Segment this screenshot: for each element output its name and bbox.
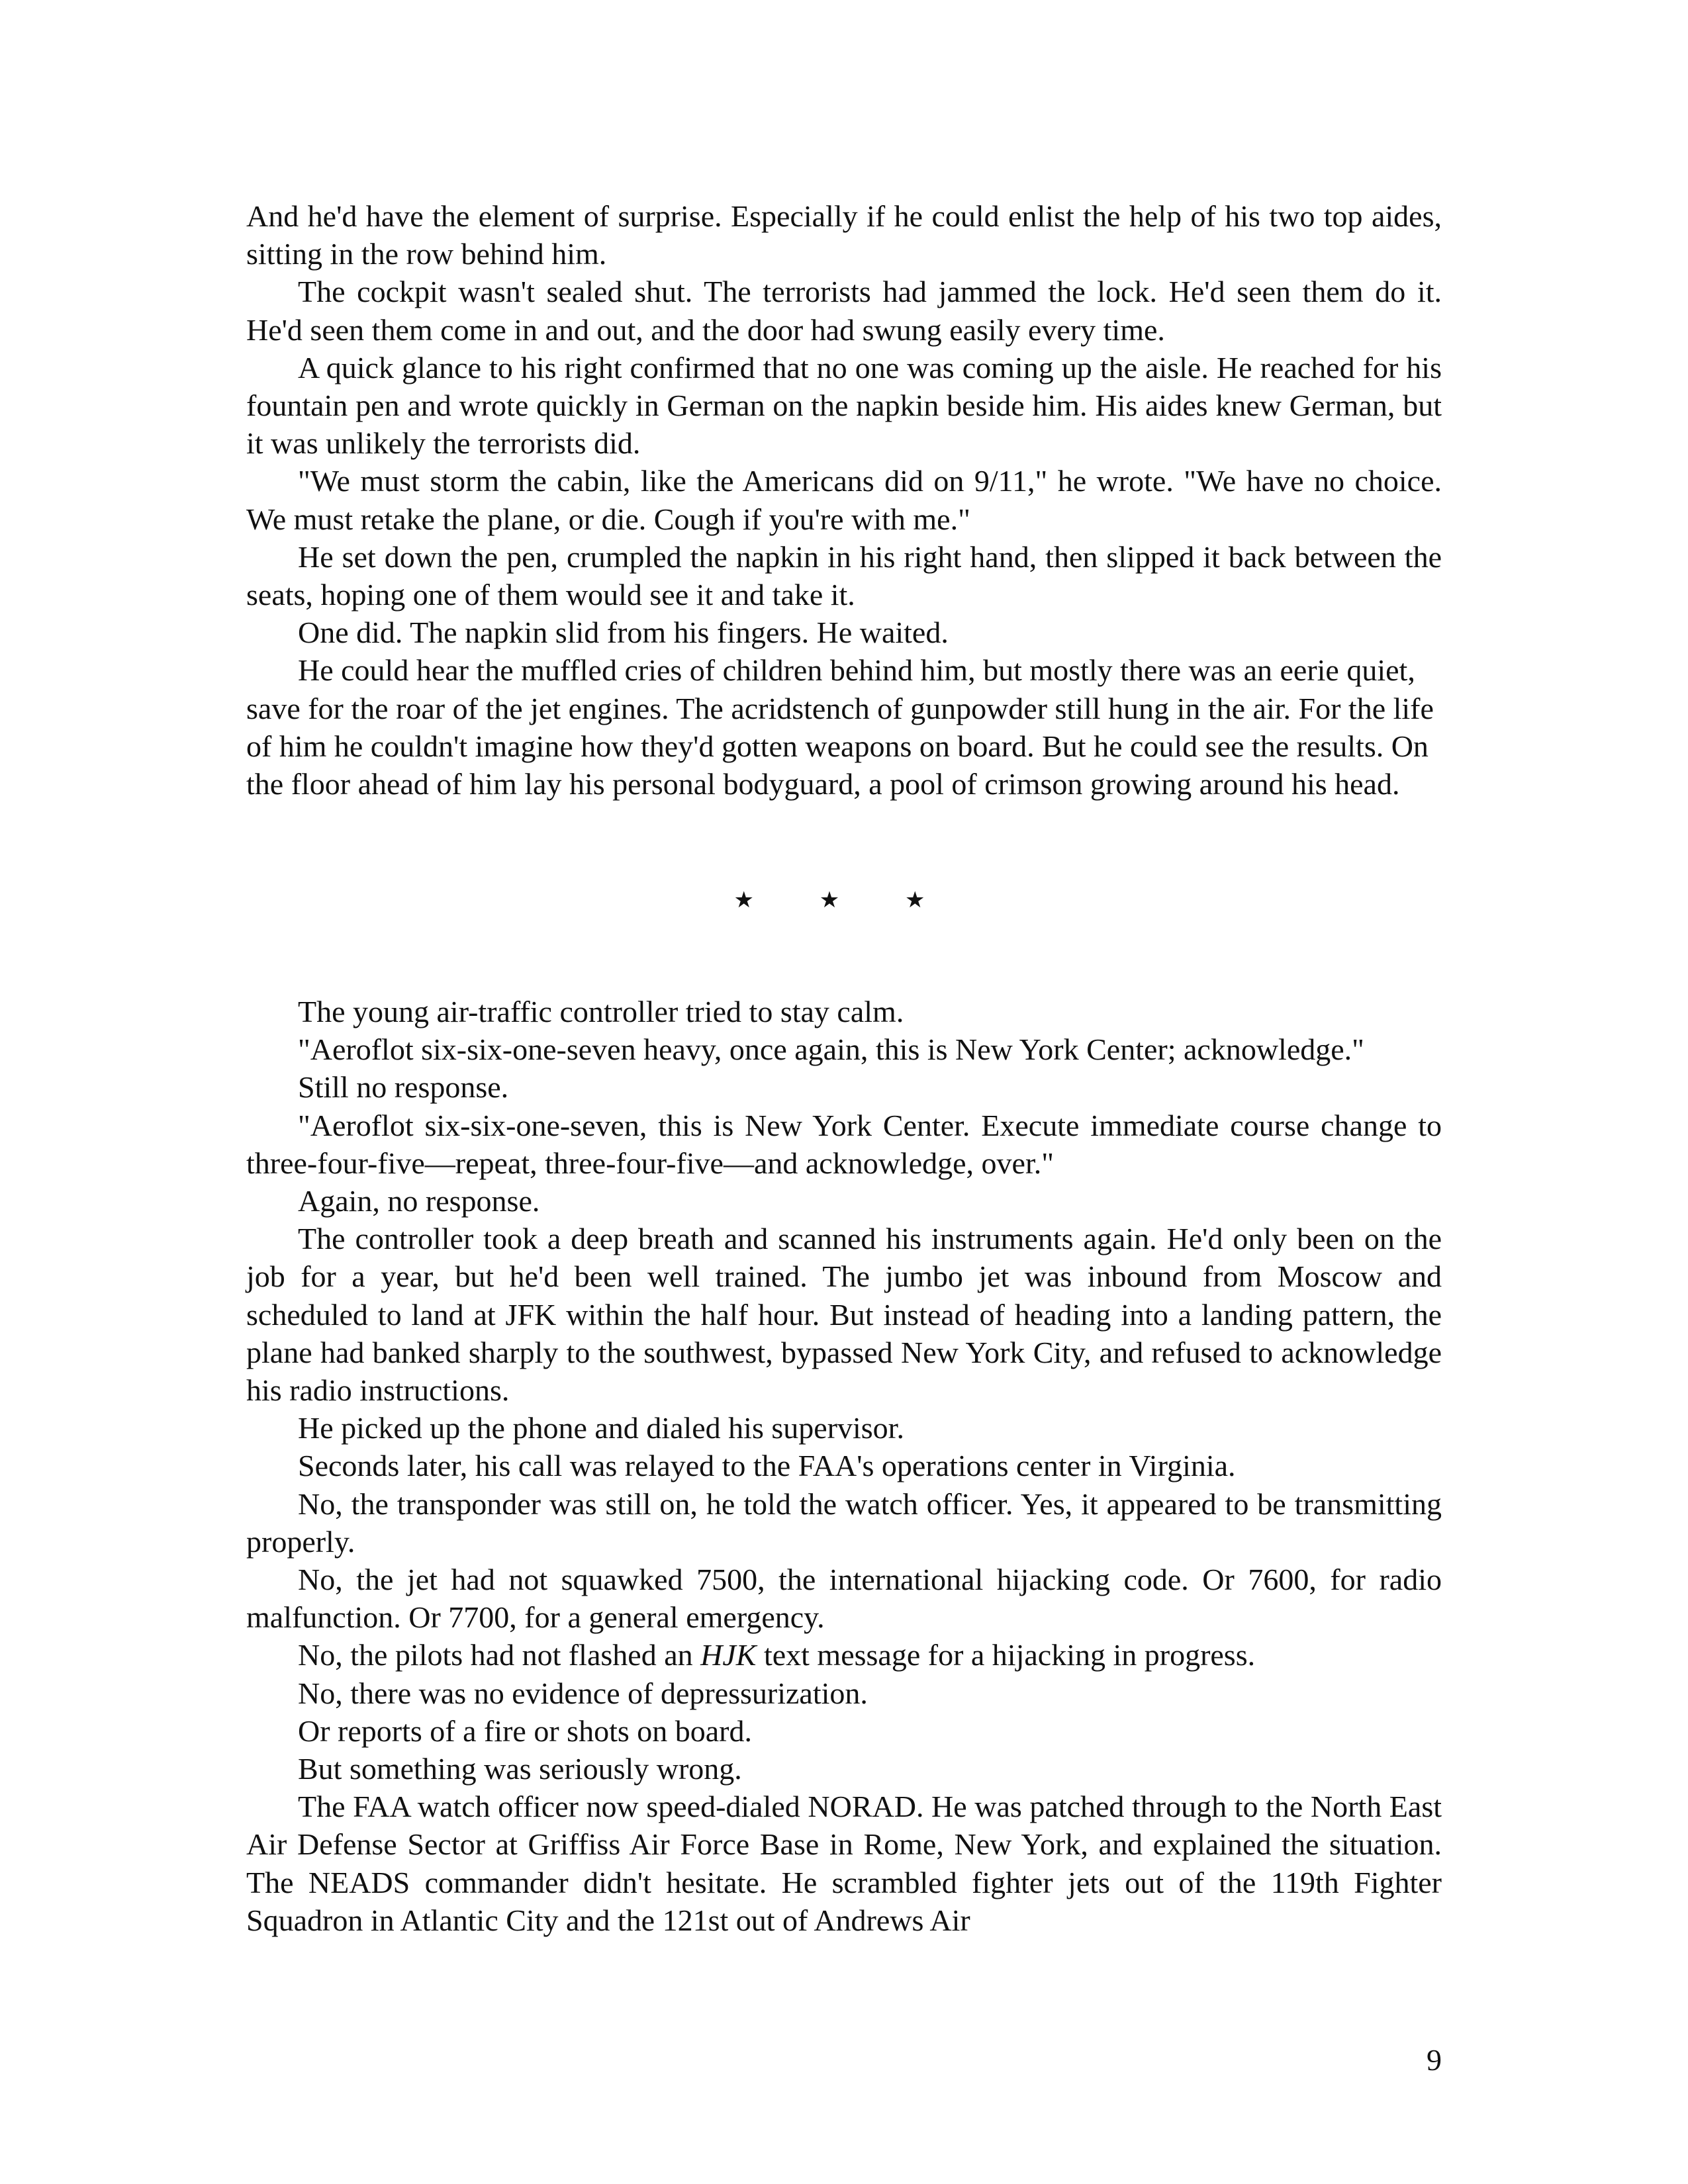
paragraph bbox=[246, 1636, 1442, 1674]
paragraph: "Aeroflot six-six-one-seven, this is New York Center. Execute immediate course change to three-four-five—repeat, three-four-five—and acknowledge, over." bbox=[246, 1108, 1442, 1180]
paragraph: A quick glance to his right confirmed that no one was coming up the aisle. He reached for his fountain pen and wrote quickly in German on the napkin beside him. His aides knew German, but it was unlikely the terrorists did. bbox=[246, 350, 1442, 461]
scene-break: ★ ★ ★ bbox=[733, 887, 955, 913]
paragraph: No, the jet had not squawked 7500, the international hijacking code. Or 7600, for radio malfunction. Or 7700, for a general emergency. bbox=[246, 1563, 1442, 1635]
paragraph: And he'd have the element of surprise. Especially if he could enlist the help of his two top aides, sitting in the row behind him. bbox=[246, 199, 1442, 271]
paragraph: Seconds later, his call was relayed to the FAA's operations center in Virginia. bbox=[298, 1449, 1236, 1483]
paragraph: No, there was no evidence of depressurization. bbox=[298, 1676, 868, 1710]
section-two bbox=[246, 993, 1442, 1939]
paragraph: No, the transponder was still on, he told the watch officer. Yes, it appeared to be transmitting properly. bbox=[246, 1486, 1442, 1559]
paragraph: "We must storm the cabin, like the Americans did on 9/11," he wrote. "We have no choice. We must retake the plane, or die. Cough if you're with me." bbox=[246, 464, 1442, 536]
text-run: text message for a hijacking in progress. bbox=[756, 1638, 1256, 1672]
paragraph: The young air-traffic controller tried to stay calm. bbox=[298, 995, 904, 1028]
italic-acronym: HJK bbox=[700, 1638, 757, 1672]
paragraph: Still no response. bbox=[298, 1070, 509, 1105]
paragraph: But something was seriously wrong. bbox=[298, 1752, 742, 1786]
paragraph: The controller took a deep breath and scanned his instruments again. He'd only been on the job for a year, but he'd been well trained. The jumbo jet was inbound from Moscow and scheduled to land at JFK within the half hour. But instead of heading into a landing pattern, the plane had banked sharply to the southwest, bypassed New York City, and refused to acknowledge his radio instructions. bbox=[246, 1222, 1442, 1408]
paragraph: He could hear the muffled cries of children behind him, but mostly there was an eerie quiet, save for the roar of the jet engines. The acridstench of gunpowder still hung in the air. For the life of him he couldn't imagine how they'd gotten weapons on board. But he could see the results. On the floor ahead of him lay his personal bodyguard, a pool of crimson growing around his head. bbox=[246, 653, 1434, 801]
page-number: 9 bbox=[1427, 2043, 1442, 2077]
paragraph: He set down the pen, crumpled the napkin in his right hand, then slipped it back between the seats, hoping one of them would see it and take it. bbox=[246, 539, 1442, 612]
paragraph: One did. The napkin slid from his fingers. He waited. bbox=[298, 615, 949, 650]
paragraph: Again, no response. bbox=[298, 1184, 540, 1218]
paragraph: The cockpit wasn't sealed shut. The terrorists had jammed the lock. He'd seen them do it. He'd seen them come in and out, and the door had swung easily every time. bbox=[246, 275, 1442, 347]
paragraph: "Aeroflot six-six-one-seven heavy, once again, this is New York Center; acknowledge." bbox=[298, 1032, 1364, 1067]
text-run: No, the pilots had not flashed an bbox=[298, 1638, 701, 1672]
paragraph: He picked up the phone and dialed his supervisor. bbox=[298, 1411, 904, 1445]
paragraph: Or reports of a fire or shots on board. bbox=[298, 1713, 752, 1748]
section-one bbox=[246, 197, 1442, 803]
paragraph: The FAA watch officer now speed-dialed NORAD. He was patched through to the North East Air Defense Sector at Griffiss Air Force Base in Rome, New York, and explained the situation. The NEADS commander didn't hesitate. He scrambled fighter jets out of the 119th Fighter Squadron in Atlantic City and the 121st out of Andrews Air bbox=[246, 1790, 1442, 1937]
